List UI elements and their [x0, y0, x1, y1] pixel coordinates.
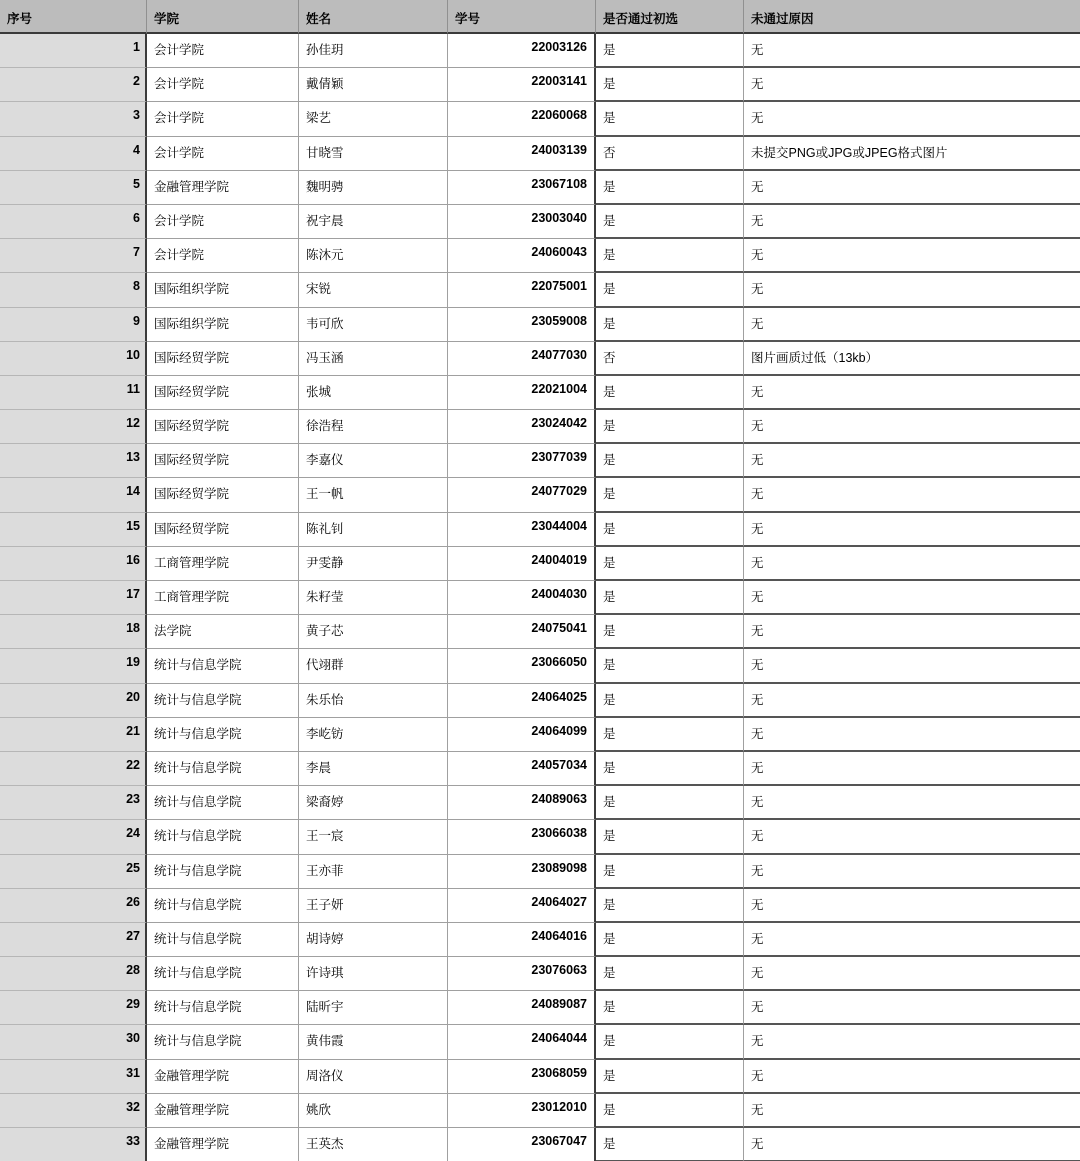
table-row: [0, 410, 1080, 444]
college-cell[interactable]: 统计与信息学院: [147, 923, 299, 957]
student-id-cell[interactable]: 23089098: [448, 855, 596, 889]
college-cell[interactable]: 统计与信息学院: [147, 820, 299, 854]
row-index-cell[interactable]: 23: [0, 786, 147, 820]
row-index-cell[interactable]: 26: [0, 889, 147, 923]
passed-cell[interactable]: 是: [596, 649, 744, 683]
college-cell[interactable]: 统计与信息学院: [147, 752, 299, 786]
student-id-cell[interactable]: 24089087: [448, 991, 596, 1025]
row-index-cell[interactable]: 20: [0, 684, 147, 718]
column-header-student-id[interactable]: 学号: [448, 0, 596, 34]
student-id-cell[interactable]: 23066050: [448, 649, 596, 683]
passed-cell[interactable]: 是: [596, 991, 744, 1025]
passed-cell[interactable]: 是: [596, 171, 744, 205]
table-row: [0, 513, 1080, 547]
row-index-cell[interactable]: 3: [0, 102, 147, 136]
college-cell[interactable]: 国际经贸学院: [147, 376, 299, 410]
student-id-cell[interactable]: 24075041: [448, 615, 596, 649]
row-index-cell[interactable]: 2: [0, 68, 147, 102]
table-row: [0, 1060, 1080, 1094]
row-index-cell[interactable]: 15: [0, 513, 147, 547]
student-id-cell[interactable]: 22075001: [448, 273, 596, 307]
student-id-cell[interactable]: 24004030: [448, 581, 596, 615]
student-id-cell[interactable]: 23024042: [448, 410, 596, 444]
row-index-cell[interactable]: 4: [0, 137, 147, 171]
table-row: [0, 581, 1080, 615]
fail-reason-cell[interactable]: 无: [744, 547, 1080, 581]
college-cell[interactable]: 金融管理学院: [147, 1128, 299, 1161]
row-index-cell[interactable]: 9: [0, 308, 147, 342]
student-id-cell[interactable]: 24089063: [448, 786, 596, 820]
name-cell[interactable]: 李晨: [299, 752, 448, 786]
college-cell[interactable]: 统计与信息学院: [147, 855, 299, 889]
student-id-cell[interactable]: 23076063: [448, 957, 596, 991]
name-cell[interactable]: 黄伟霞: [299, 1025, 448, 1059]
table-row: [0, 273, 1080, 307]
student-id-cell[interactable]: 23068059: [448, 1060, 596, 1094]
passed-cell[interactable]: 是: [596, 820, 744, 854]
fail-reason-cell[interactable]: 无: [744, 581, 1080, 615]
name-cell[interactable]: 李嘉仪: [299, 444, 448, 478]
row-index-cell[interactable]: 18: [0, 615, 147, 649]
fail-reason-cell[interactable]: 无: [744, 991, 1080, 1025]
fail-reason-cell[interactable]: 无: [744, 1025, 1080, 1059]
college-cell[interactable]: 国际经贸学院: [147, 444, 299, 478]
college-cell[interactable]: 统计与信息学院: [147, 1025, 299, 1059]
name-cell[interactable]: 孙佳玥: [299, 34, 448, 68]
student-id-cell[interactable]: 22060068: [448, 102, 596, 136]
college-cell[interactable]: 会计学院: [147, 205, 299, 239]
passed-cell[interactable]: 是: [596, 34, 744, 68]
college-cell[interactable]: 会计学院: [147, 239, 299, 273]
student-id-cell[interactable]: 24064044: [448, 1025, 596, 1059]
table-row: [0, 444, 1080, 478]
passed-cell[interactable]: 是: [596, 718, 744, 752]
name-cell[interactable]: 王英杰: [299, 1128, 448, 1161]
passed-cell[interactable]: 是: [596, 273, 744, 307]
passed-cell[interactable]: 是: [596, 1060, 744, 1094]
college-cell[interactable]: 国际经贸学院: [147, 478, 299, 512]
passed-cell[interactable]: 是: [596, 444, 744, 478]
passed-cell[interactable]: 是: [596, 923, 744, 957]
passed-cell[interactable]: 是: [596, 547, 744, 581]
student-id-cell[interactable]: 23003040: [448, 205, 596, 239]
fail-reason-cell[interactable]: 无: [744, 957, 1080, 991]
fail-reason-cell[interactable]: 无: [744, 513, 1080, 547]
fail-reason-cell[interactable]: 无: [744, 308, 1080, 342]
name-cell[interactable]: 朱籽莹: [299, 581, 448, 615]
student-id-cell[interactable]: 23077039: [448, 444, 596, 478]
row-index-cell[interactable]: 12: [0, 410, 147, 444]
college-cell[interactable]: 金融管理学院: [147, 171, 299, 205]
college-cell[interactable]: 金融管理学院: [147, 1060, 299, 1094]
table-row: [0, 615, 1080, 649]
fail-reason-cell[interactable]: 无: [744, 1128, 1080, 1161]
table-row: [0, 171, 1080, 205]
fail-reason-cell[interactable]: 无: [744, 68, 1080, 102]
row-index-cell[interactable]: 5: [0, 171, 147, 205]
fail-reason-cell[interactable]: 无: [744, 615, 1080, 649]
student-id-cell[interactable]: 23067108: [448, 171, 596, 205]
college-cell[interactable]: 统计与信息学院: [147, 786, 299, 820]
table-row: [0, 1094, 1080, 1128]
name-cell[interactable]: 王子妍: [299, 889, 448, 923]
fail-reason-cell[interactable]: 无: [744, 34, 1080, 68]
table-row: [0, 547, 1080, 581]
student-id-cell[interactable]: 23066038: [448, 820, 596, 854]
passed-cell[interactable]: 是: [596, 786, 744, 820]
name-cell[interactable]: 黄子芯: [299, 615, 448, 649]
student-id-cell[interactable]: 24004019: [448, 547, 596, 581]
table-row: [0, 34, 1080, 68]
row-index-cell[interactable]: 33: [0, 1128, 147, 1161]
college-cell[interactable]: 工商管理学院: [147, 547, 299, 581]
name-cell[interactable]: 姚欣: [299, 1094, 448, 1128]
name-cell[interactable]: 梁裔婷: [299, 786, 448, 820]
student-id-cell[interactable]: 22021004: [448, 376, 596, 410]
passed-cell[interactable]: 是: [596, 68, 744, 102]
row-index-cell[interactable]: 24: [0, 820, 147, 854]
table-row: [0, 1128, 1080, 1161]
name-cell[interactable]: 陈礼钊: [299, 513, 448, 547]
table-row: [0, 786, 1080, 820]
table-row: [0, 1025, 1080, 1059]
name-cell[interactable]: 王一宸: [299, 820, 448, 854]
passed-cell[interactable]: 是: [596, 1025, 744, 1059]
student-id-cell[interactable]: 24060043: [448, 239, 596, 273]
table-row: [0, 376, 1080, 410]
fail-reason-cell[interactable]: 无: [744, 273, 1080, 307]
name-cell[interactable]: 宋锐: [299, 273, 448, 307]
student-id-cell[interactable]: 24057034: [448, 752, 596, 786]
passed-cell[interactable]: 是: [596, 102, 744, 136]
passed-cell[interactable]: 否: [596, 137, 744, 171]
table-row: [0, 923, 1080, 957]
college-cell[interactable]: 会计学院: [147, 102, 299, 136]
name-cell[interactable]: 许诗琪: [299, 957, 448, 991]
table-row: [0, 342, 1080, 376]
passed-cell[interactable]: 是: [596, 581, 744, 615]
student-id-cell[interactable]: 22003141: [448, 68, 596, 102]
student-id-cell[interactable]: 24064016: [448, 923, 596, 957]
student-id-cell[interactable]: 24064099: [448, 718, 596, 752]
passed-cell[interactable]: 是: [596, 615, 744, 649]
row-index-cell[interactable]: 14: [0, 478, 147, 512]
name-cell[interactable]: 魏明骋: [299, 171, 448, 205]
fail-reason-cell[interactable]: 无: [744, 649, 1080, 683]
fail-reason-cell[interactable]: 无: [744, 786, 1080, 820]
row-index-cell[interactable]: 16: [0, 547, 147, 581]
table-row: [0, 649, 1080, 683]
college-cell[interactable]: 法学院: [147, 615, 299, 649]
student-id-cell[interactable]: 24003139: [448, 137, 596, 171]
fail-reason-cell[interactable]: 无: [744, 376, 1080, 410]
row-index-cell[interactable]: 32: [0, 1094, 147, 1128]
fail-reason-cell[interactable]: 无: [744, 478, 1080, 512]
column-header-index[interactable]: 序号: [0, 0, 147, 34]
passed-cell[interactable]: 是: [596, 889, 744, 923]
table-row: [0, 889, 1080, 923]
name-cell[interactable]: 祝宇晨: [299, 205, 448, 239]
college-cell[interactable]: 金融管理学院: [147, 1094, 299, 1128]
row-index-cell[interactable]: 10: [0, 342, 147, 376]
row-index-cell[interactable]: 22: [0, 752, 147, 786]
passed-cell[interactable]: 否: [596, 342, 744, 376]
name-cell[interactable]: 李屹钫: [299, 718, 448, 752]
name-cell[interactable]: 周洛仪: [299, 1060, 448, 1094]
fail-reason-cell[interactable]: 无: [744, 684, 1080, 718]
fail-reason-cell[interactable]: 未提交PNG或JPG或JPEG格式图片: [744, 137, 1080, 171]
name-cell[interactable]: 尹雯静: [299, 547, 448, 581]
college-cell[interactable]: 会计学院: [147, 34, 299, 68]
passed-cell[interactable]: 是: [596, 957, 744, 991]
passed-cell[interactable]: 是: [596, 752, 744, 786]
row-index-cell[interactable]: 25: [0, 855, 147, 889]
fail-reason-cell[interactable]: 无: [744, 1060, 1080, 1094]
fail-reason-cell[interactable]: 图片画质过低（13kb）: [744, 342, 1080, 376]
column-header-college[interactable]: 学院: [147, 0, 299, 34]
college-cell[interactable]: 国际组织学院: [147, 308, 299, 342]
passed-cell[interactable]: 是: [596, 855, 744, 889]
row-index-cell[interactable]: 17: [0, 581, 147, 615]
name-cell[interactable]: 张城: [299, 376, 448, 410]
student-id-cell[interactable]: 23044004: [448, 513, 596, 547]
student-id-cell[interactable]: 24064027: [448, 889, 596, 923]
table-row: [0, 752, 1080, 786]
college-cell[interactable]: 会计学院: [147, 137, 299, 171]
row-index-cell[interactable]: 7: [0, 239, 147, 273]
student-id-cell[interactable]: 23059008: [448, 308, 596, 342]
row-index-cell[interactable]: 29: [0, 991, 147, 1025]
student-id-cell[interactable]: 24077029: [448, 478, 596, 512]
row-index-cell[interactable]: 28: [0, 957, 147, 991]
row-index-cell[interactable]: 8: [0, 273, 147, 307]
passed-cell[interactable]: 是: [596, 205, 744, 239]
passed-cell[interactable]: 是: [596, 308, 744, 342]
table-row: [0, 478, 1080, 512]
student-id-cell[interactable]: 22003126: [448, 34, 596, 68]
row-index-cell[interactable]: 13: [0, 444, 147, 478]
table-row: [0, 308, 1080, 342]
table-row: [0, 68, 1080, 102]
fail-reason-cell[interactable]: 无: [744, 239, 1080, 273]
college-cell[interactable]: 国际经贸学院: [147, 342, 299, 376]
passed-cell[interactable]: 是: [596, 239, 744, 273]
name-cell[interactable]: 陆昕宇: [299, 991, 448, 1025]
passed-cell[interactable]: 是: [596, 478, 744, 512]
name-cell[interactable]: 戴倩颖: [299, 68, 448, 102]
passed-cell[interactable]: 是: [596, 513, 744, 547]
student-id-cell[interactable]: 24077030: [448, 342, 596, 376]
student-id-cell[interactable]: 23012010: [448, 1094, 596, 1128]
row-index-cell[interactable]: 19: [0, 649, 147, 683]
fail-reason-cell[interactable]: 无: [744, 410, 1080, 444]
table-row: [0, 855, 1080, 889]
college-cell[interactable]: 统计与信息学院: [147, 718, 299, 752]
name-cell[interactable]: 朱乐怡: [299, 684, 448, 718]
name-cell[interactable]: 甘晓雪: [299, 137, 448, 171]
column-header-fail-reason[interactable]: 未通过原因: [744, 0, 1080, 34]
name-cell[interactable]: 徐浩程: [299, 410, 448, 444]
fail-reason-cell[interactable]: 无: [744, 855, 1080, 889]
fail-reason-cell[interactable]: 无: [744, 205, 1080, 239]
table-row: [0, 957, 1080, 991]
row-index-cell[interactable]: 31: [0, 1060, 147, 1094]
fail-reason-cell[interactable]: 无: [744, 718, 1080, 752]
name-cell[interactable]: 梁艺: [299, 102, 448, 136]
table-body: [0, 34, 1080, 1161]
fail-reason-cell[interactable]: 无: [744, 171, 1080, 205]
table-row: [0, 102, 1080, 136]
fail-reason-cell[interactable]: 无: [744, 889, 1080, 923]
table-row: [0, 684, 1080, 718]
student-id-cell[interactable]: 24064025: [448, 684, 596, 718]
passed-cell[interactable]: 是: [596, 684, 744, 718]
passed-cell[interactable]: 是: [596, 410, 744, 444]
college-cell[interactable]: 工商管理学院: [147, 581, 299, 615]
fail-reason-cell[interactable]: 无: [744, 923, 1080, 957]
college-cell[interactable]: 国际经贸学院: [147, 513, 299, 547]
header-row: [0, 0, 1080, 34]
passed-cell[interactable]: 是: [596, 376, 744, 410]
name-cell[interactable]: 王一帆: [299, 478, 448, 512]
row-index-cell[interactable]: 21: [0, 718, 147, 752]
table-row: [0, 991, 1080, 1025]
column-header-passed[interactable]: 是否通过初选: [596, 0, 744, 34]
name-cell[interactable]: 陈沐元: [299, 239, 448, 273]
fail-reason-cell[interactable]: 无: [744, 752, 1080, 786]
row-index-cell[interactable]: 6: [0, 205, 147, 239]
college-cell[interactable]: 统计与信息学院: [147, 649, 299, 683]
table-row: [0, 820, 1080, 854]
table-row: [0, 205, 1080, 239]
table-row: [0, 239, 1080, 273]
name-cell[interactable]: 王亦菲: [299, 855, 448, 889]
fail-reason-cell[interactable]: 无: [744, 102, 1080, 136]
column-header-name[interactable]: 姓名: [299, 0, 448, 34]
college-cell[interactable]: 统计与信息学院: [147, 957, 299, 991]
college-cell[interactable]: 统计与信息学院: [147, 889, 299, 923]
table-row: [0, 718, 1080, 752]
college-cell[interactable]: 统计与信息学院: [147, 684, 299, 718]
student-id-cell[interactable]: 23067047: [448, 1128, 596, 1161]
name-cell[interactable]: 冯玉涵: [299, 342, 448, 376]
college-cell[interactable]: 会计学院: [147, 68, 299, 102]
college-cell[interactable]: 统计与信息学院: [147, 991, 299, 1025]
row-index-cell[interactable]: 1: [0, 34, 147, 68]
name-cell[interactable]: 韦可欣: [299, 308, 448, 342]
table-row: [0, 137, 1080, 171]
name-cell[interactable]: 代翊群: [299, 649, 448, 683]
college-cell[interactable]: 国际组织学院: [147, 273, 299, 307]
name-cell[interactable]: 胡诗婷: [299, 923, 448, 957]
row-index-cell[interactable]: 30: [0, 1025, 147, 1059]
row-index-cell[interactable]: 11: [0, 376, 147, 410]
row-index-cell[interactable]: 27: [0, 923, 147, 957]
fail-reason-cell[interactable]: 无: [744, 1094, 1080, 1128]
passed-cell[interactable]: 是: [596, 1128, 744, 1161]
college-cell[interactable]: 国际经贸学院: [147, 410, 299, 444]
passed-cell[interactable]: 是: [596, 1094, 744, 1128]
fail-reason-cell[interactable]: 无: [744, 444, 1080, 478]
fail-reason-cell[interactable]: 无: [744, 820, 1080, 854]
